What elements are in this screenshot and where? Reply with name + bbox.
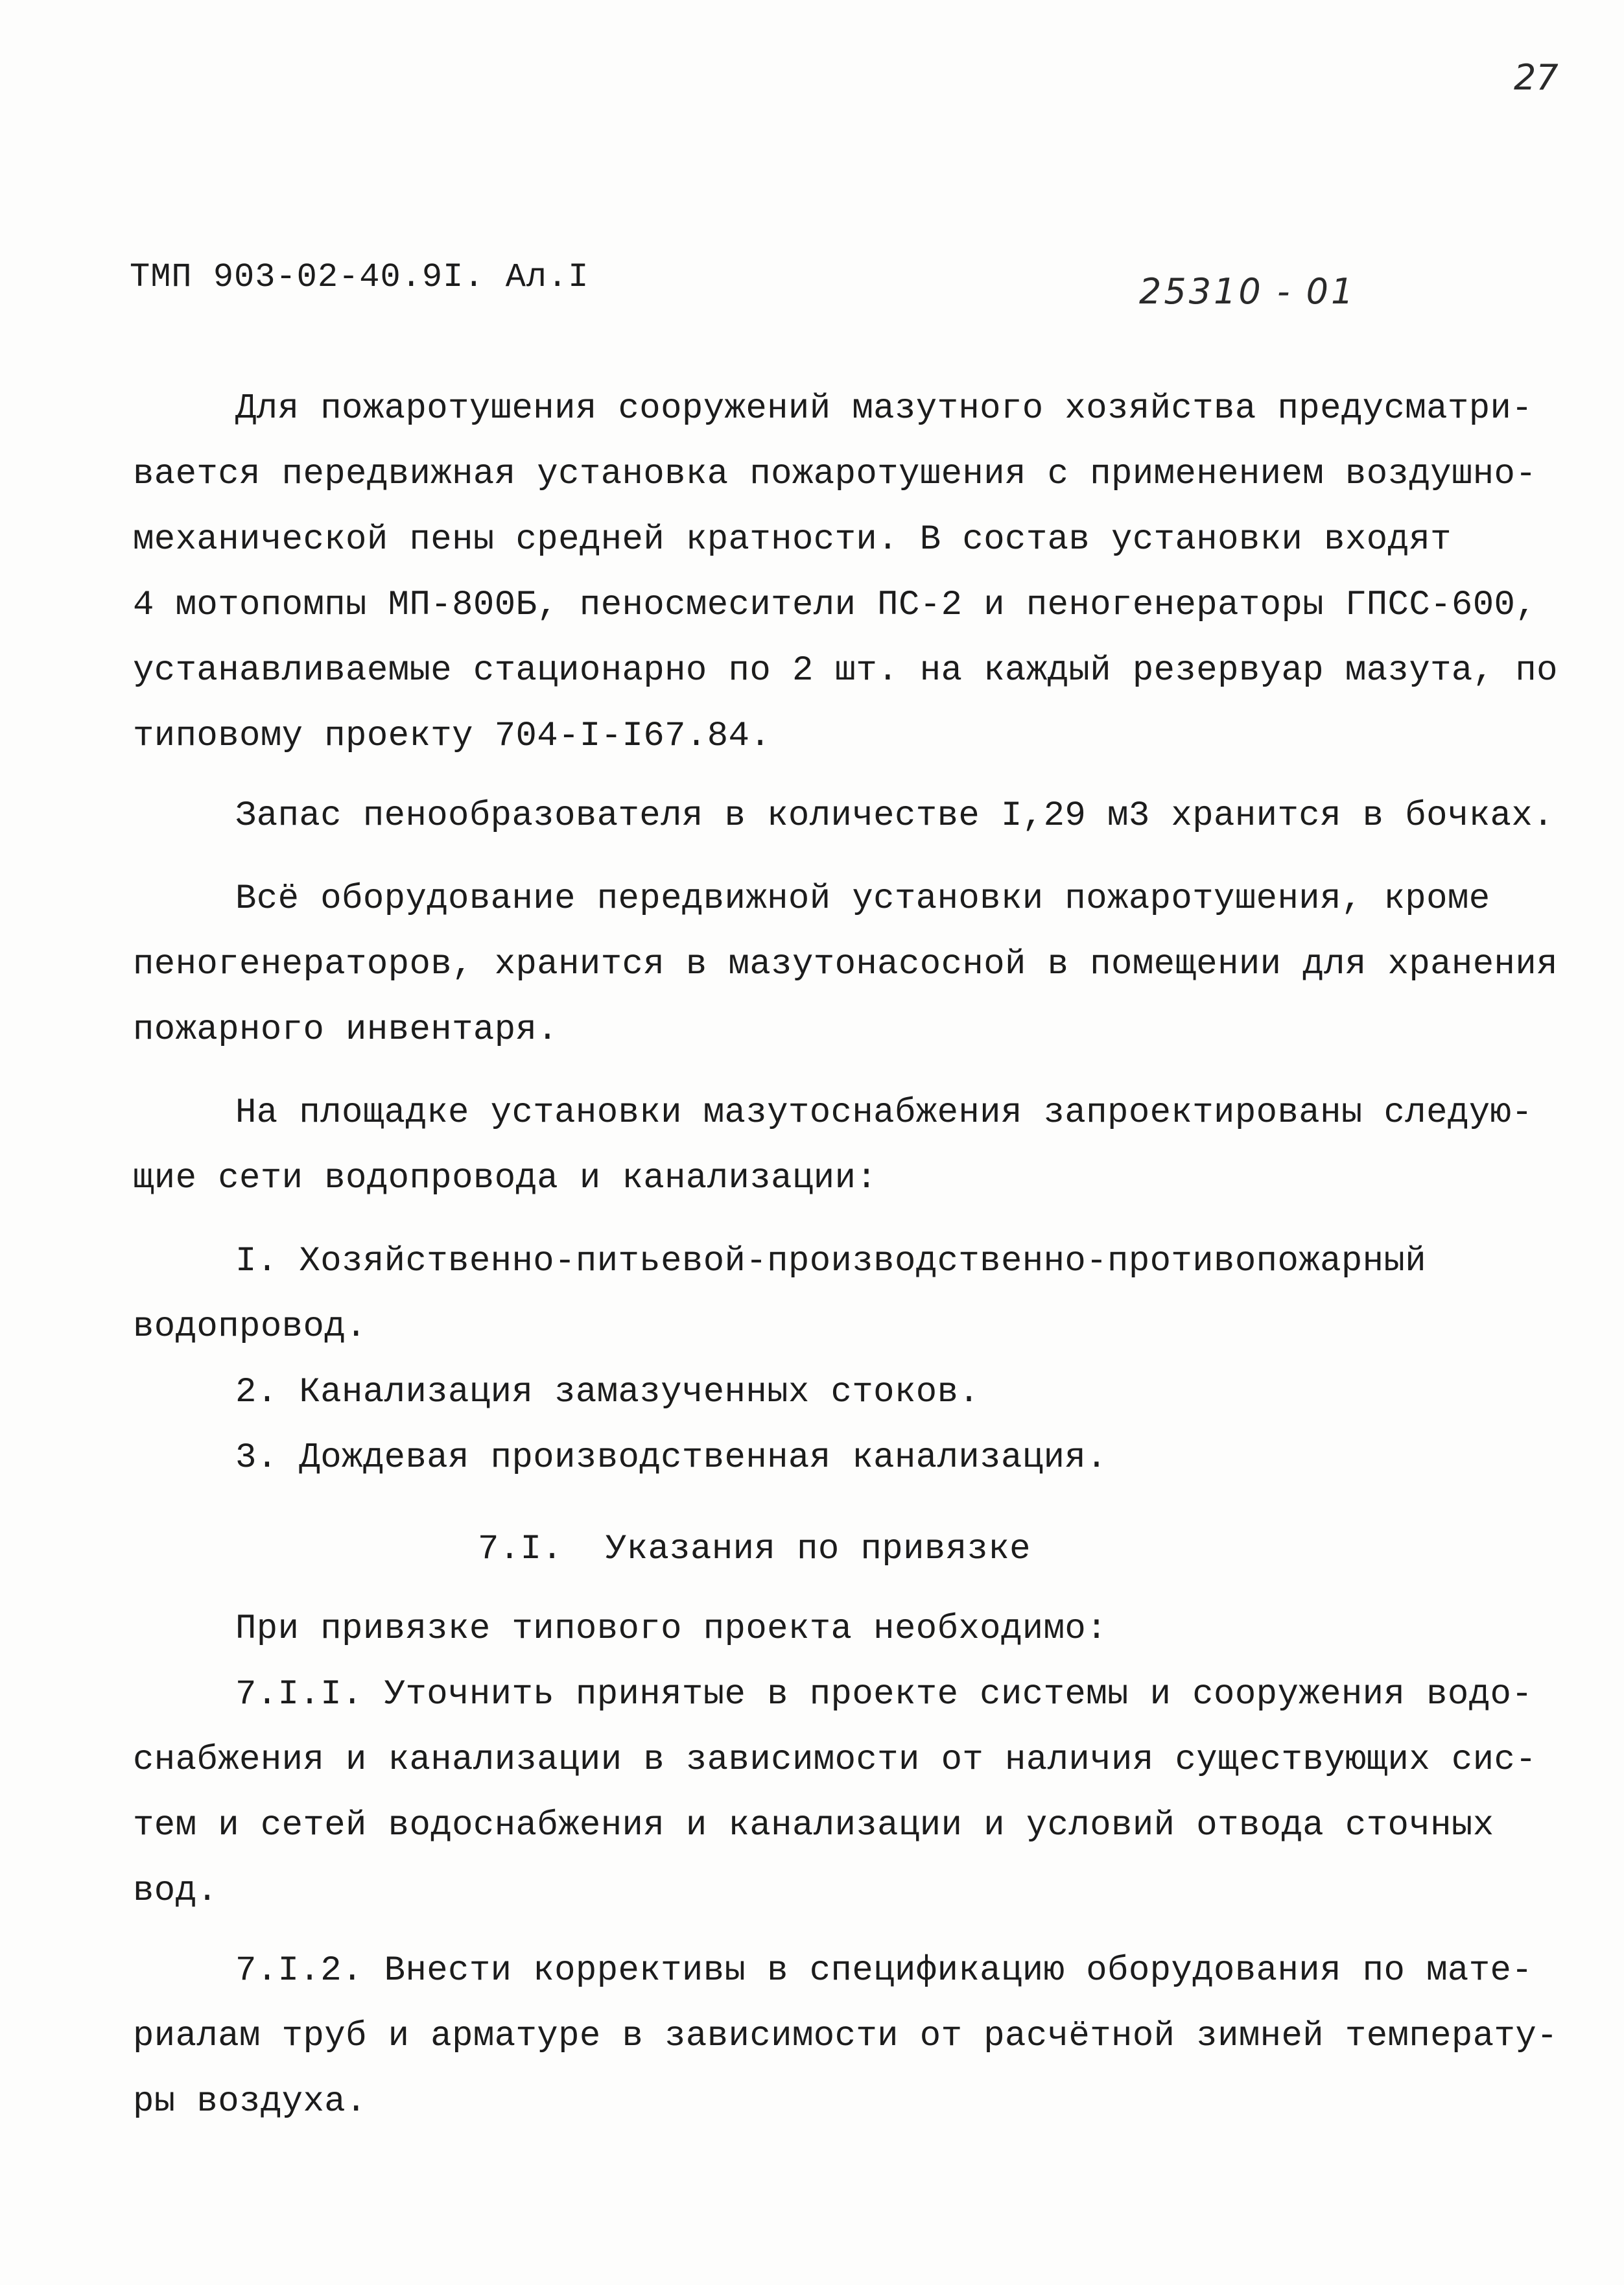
section-heading: 7.I. Указания по привязке <box>478 1530 1031 1569</box>
text-line: риалам труб и арматуре в зависимости от расчётной зимней температу- <box>133 2017 1558 2056</box>
paragraph-fire-suppression <box>133 376 1558 769</box>
text-line: 7.I.I. Уточнить принятые в проекте системы и сооружения водо- <box>235 1675 1533 1714</box>
page-number: 27 <box>1514 57 1559 98</box>
text-line: щие сети водопровода и канализации: <box>133 1159 878 1198</box>
text-line: устанавливаемые стационарно по 2 шт. на каждый резервуар мазута, по <box>133 651 1558 691</box>
text-line: 4 мотопомпы МП-800Б, пеносмесители ПС-2 и пеногенераторы ГПСС-600, <box>133 586 1537 625</box>
text-line: вается передвижная установка пожаротушения с применением воздушно- <box>133 455 1537 494</box>
text-line: пожарного инвентаря. <box>133 1010 559 1050</box>
section-item <box>133 1662 1537 1924</box>
document-code: ТМП 903-02-40.9I. Ал.I <box>130 258 589 296</box>
text-line: пеногенераторов, хранится в мазутонасосной в помещении для хранения <box>133 945 1558 984</box>
list-item <box>133 1360 1507 1425</box>
text-line: ры воздуха. <box>133 2082 367 2122</box>
text-line: водопровод. <box>133 1307 367 1347</box>
list-item <box>133 1425 1507 1491</box>
section-intro: При привязке типового проекта необходимо: <box>235 1609 1108 1649</box>
paragraph-networks-intro <box>133 1080 1533 1211</box>
paragraph-equipment-storage <box>133 866 1558 1063</box>
text-line: тем и сетей водоснабжения и канализации и условий отвода сточных <box>133 1806 1494 1845</box>
text-line: снабжения и канализации в зависимости от наличия существующих сис- <box>133 1740 1537 1780</box>
text-line: Запас пенообразователя в количестве I,29 м3 хранится в бочках. <box>235 796 1554 836</box>
document-number: 25310 - 01 <box>1139 271 1356 312</box>
text-line: Для пожаротушения сооружений мазутного хозяйства предусматри- <box>235 389 1533 429</box>
section-item <box>133 1938 1558 2135</box>
text-line: 7.I.2. Внести коррективы в спецификацию оборудования по мате- <box>235 1951 1533 1991</box>
text-line: типовому проекту 704-I-I67.84. <box>133 716 771 756</box>
text-line: 3. Дождевая производственная канализация. <box>235 1438 1108 1478</box>
text-line: Всё оборудование передвижной установки пожаротушения, кроме <box>235 879 1490 919</box>
text-line: На площадке установки мазутоснабжения запроектированы следую- <box>235 1093 1533 1133</box>
text-line: вод. <box>133 1871 218 1911</box>
paragraph-foam-stock <box>133 783 1554 849</box>
text-line: 2. Канализация замазученных стоков. <box>235 1373 980 1412</box>
list-item <box>133 1229 1507 1360</box>
body-text <box>133 376 1558 2135</box>
text-line: механической пены средней кратности. В состав установки входят <box>133 520 1452 560</box>
text-line: I. Хозяйственно-питьевой-производственно-противопожарный <box>235 1242 1427 1281</box>
